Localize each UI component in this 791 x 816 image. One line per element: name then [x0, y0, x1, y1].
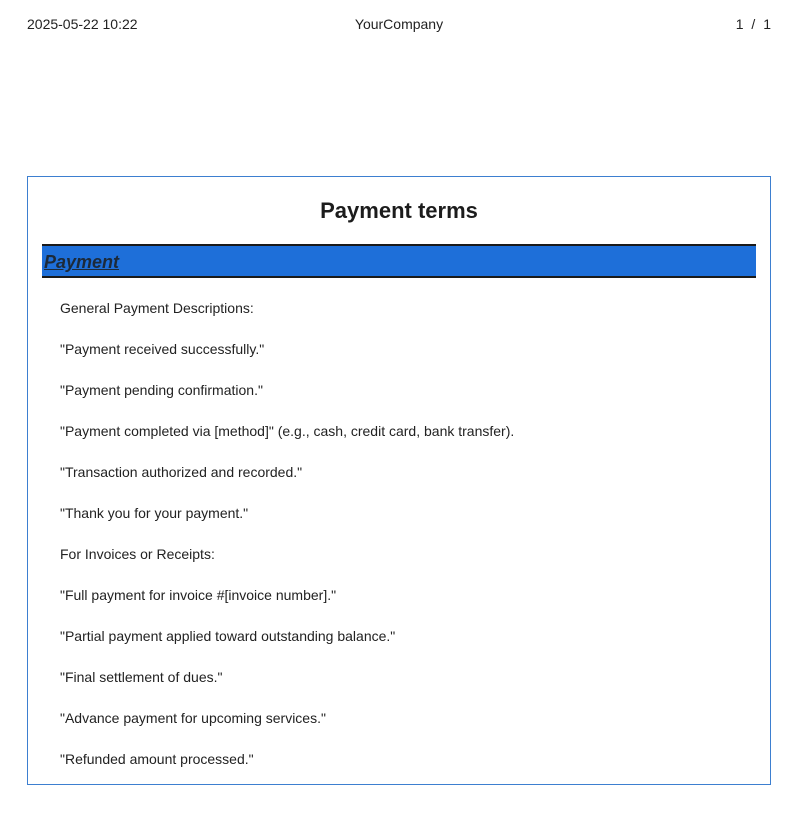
section-heading-invoices: For Invoices or Receipts: [60, 546, 215, 562]
list-item: "Payment completed via [method]" (e.g., cash, credit card, bank transfer). [60, 423, 515, 439]
list-item: "Payment received successfully." [60, 341, 265, 357]
section-heading-general: General Payment Descriptions: [60, 300, 254, 316]
list-item: "Payment pending confirmation." [60, 382, 263, 398]
print-datetime: 2025-05-22 10:22 [27, 16, 138, 32]
list-item: "Partial payment applied toward outstanding balance." [60, 628, 396, 644]
document-frame [27, 176, 771, 785]
section-label-payment: Payment [44, 252, 120, 272]
list-item: "Advance payment for upcoming services." [60, 710, 326, 726]
list-item: "Transaction authorized and recorded." [60, 464, 303, 480]
section-header-bar [42, 244, 756, 278]
print-header [27, 14, 771, 34]
page-indicator: 1 / 1 [735, 16, 771, 32]
company-name: YourCompany [354, 16, 444, 32]
list-item: "Full payment for invoice #[invoice number]." [60, 587, 337, 603]
list-item: "Refunded amount processed." [60, 751, 254, 767]
document-title: Payment terms [320, 198, 478, 223]
list-item: "Thank you for your payment." [60, 505, 249, 521]
payment-descriptions-list [60, 299, 750, 791]
list-item: "Final settlement of dues." [60, 669, 223, 685]
